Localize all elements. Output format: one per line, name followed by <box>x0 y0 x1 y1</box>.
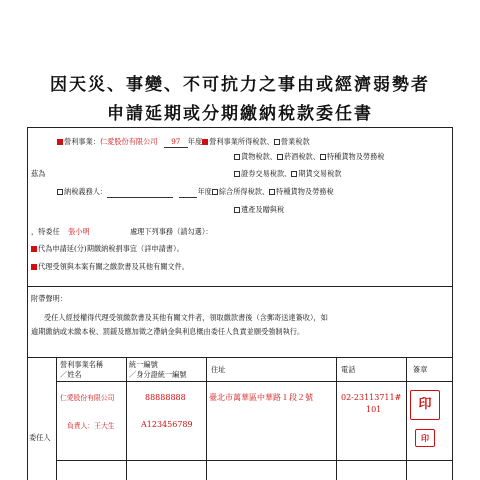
checkbox-tax-securities[interactable] <box>234 171 240 177</box>
delegation-handle-text: 處理下列事務（請勾選）： <box>129 227 213 236</box>
year-suffix: 年度 <box>187 137 203 146</box>
delegation-prefix: ，特委任 <box>31 227 60 236</box>
checkbox-taxpayer[interactable] <box>57 189 63 195</box>
document-title-line1: 因天災、事變、不可抗力之事由或經濟弱勢者 <box>50 75 430 95</box>
year-field-2[interactable] <box>179 187 197 198</box>
business-label: 營利事業： <box>64 137 100 146</box>
tax-business-income: 營利事業所得稅款 <box>209 137 267 146</box>
col-line-4 <box>336 357 337 480</box>
delegation-item-1 <box>31 244 184 254</box>
item-2-text: 代理受領與本案有關之繳款書及其他有關文件。 <box>38 262 189 271</box>
header-id: 統一編號 <box>129 360 158 369</box>
principal-phone-ext: 101 <box>366 405 382 414</box>
checkbox-tax-estate[interactable] <box>234 207 240 213</box>
principal-address: 臺北市萬華區中華路１段２號 <box>209 393 313 402</box>
tax-futures: 期貨交易稅款 <box>298 169 342 178</box>
tax-securities-line: 證券交易稅款、 期貨交易稅款 <box>234 169 341 179</box>
col-line-2 <box>126 357 127 480</box>
taxpayer-line: 納稅義務人： 年度 綜合所得稅款、 特種貨物及勞務稅 <box>57 187 334 198</box>
row-label: 委任人 <box>29 433 51 442</box>
principal-phone: 02-23113711# <box>341 393 402 402</box>
col-line-3 <box>206 357 207 480</box>
data-row-line <box>56 460 453 461</box>
document-title-line2: 申請延期或分期繳納稅款委任書 <box>107 104 373 124</box>
header-name-2: ／姓名 <box>60 370 82 379</box>
notes-heading: 附帶聲明： <box>31 294 67 303</box>
tax-estate: 遺產及贈與稅 <box>241 205 285 214</box>
taxpayer-label: 納稅義務人： <box>64 187 108 196</box>
checkbox-item-2[interactable] <box>31 264 37 270</box>
tax-special-goods-2: 特種貨物及勞務稅 <box>276 187 334 196</box>
principal-responsible: 負責人：王大生 <box>67 422 115 430</box>
company-name: 仁愛股份有限公司 <box>99 137 158 146</box>
tax-alcohol: 菸酒稅款 <box>283 152 313 161</box>
checkbox-business[interactable] <box>57 139 63 145</box>
item-1-text: 代為申請延(分)期繳納稅捐事宜（詳申請書）。 <box>38 244 184 253</box>
header-row-line <box>56 381 453 382</box>
header-id-2: ／身分證統一編號 <box>129 370 187 379</box>
checkbox-tax-alcohol[interactable] <box>277 154 283 160</box>
year-field[interactable]: 97 <box>164 137 188 148</box>
header-seal: 簽章 <box>413 365 428 374</box>
tax-securities: 證券交易稅款 <box>241 169 285 178</box>
company-seal-stamp: 印 <box>410 390 440 420</box>
header-name: 營利事業名稱 <box>60 360 104 369</box>
year-label-2: 年度 <box>197 187 212 196</box>
business-line: 營利事業：仁愛股份有限公司 97 年度 營利事業所得稅款、 營業稅款 <box>57 137 310 148</box>
principal-table <box>27 357 453 480</box>
delegation-line <box>31 227 213 237</box>
agent-name: 張小明 <box>68 227 90 236</box>
notes-line-1: 受任人經授權得代理受領繳款書及其他有關文件者，領取繳款書後（含郵寄送達簽收），如 <box>44 313 328 322</box>
tax-goods-line: 貨物稅款、 菸酒稅款、 特種貨物及勞務稅 <box>234 152 384 162</box>
company-id: 88888888 <box>145 393 186 402</box>
tax-stamp: 營業稅款 <box>280 137 310 146</box>
tax-estate-line <box>234 205 284 215</box>
tax-special-goods: 特種貨物及勞務稅 <box>326 152 385 161</box>
taxpayer-field[interactable] <box>107 187 173 198</box>
checkbox-tax-stamp[interactable] <box>274 139 280 145</box>
checkbox-tax-goods[interactable] <box>234 154 240 160</box>
delegation-item-2 <box>31 262 189 272</box>
tax-goods: 貨物稅款 <box>241 152 270 161</box>
checkbox-tax-comprehensive[interactable] <box>212 189 218 195</box>
section-divider <box>27 286 453 287</box>
col-line-5 <box>406 357 407 480</box>
checkbox-item-1[interactable] <box>31 246 37 252</box>
header-phone: 電話 <box>341 365 356 374</box>
person-id: A123456789 <box>141 420 193 429</box>
side-label: 茲為 <box>31 169 46 178</box>
header-address: 住址 <box>211 365 226 374</box>
checkbox-tax-futures[interactable] <box>291 171 297 177</box>
col-line-1 <box>56 357 57 480</box>
checkbox-tax-special2[interactable] <box>269 189 275 195</box>
responsible-seal-stamp: 印 <box>415 429 435 447</box>
tax-comprehensive-income: 綜合所得稅款 <box>218 187 262 196</box>
notes-line-2: 逾期繳納或未繳本稅、罰鍰及應加徵之滯納金與利息概由委任人負責並願受強制執行。 <box>31 327 305 336</box>
checkbox-tax-income-business[interactable] <box>202 139 208 145</box>
principal-company: 仁愛股份有限公司 <box>60 394 115 402</box>
checkbox-tax-special[interactable] <box>320 154 326 160</box>
